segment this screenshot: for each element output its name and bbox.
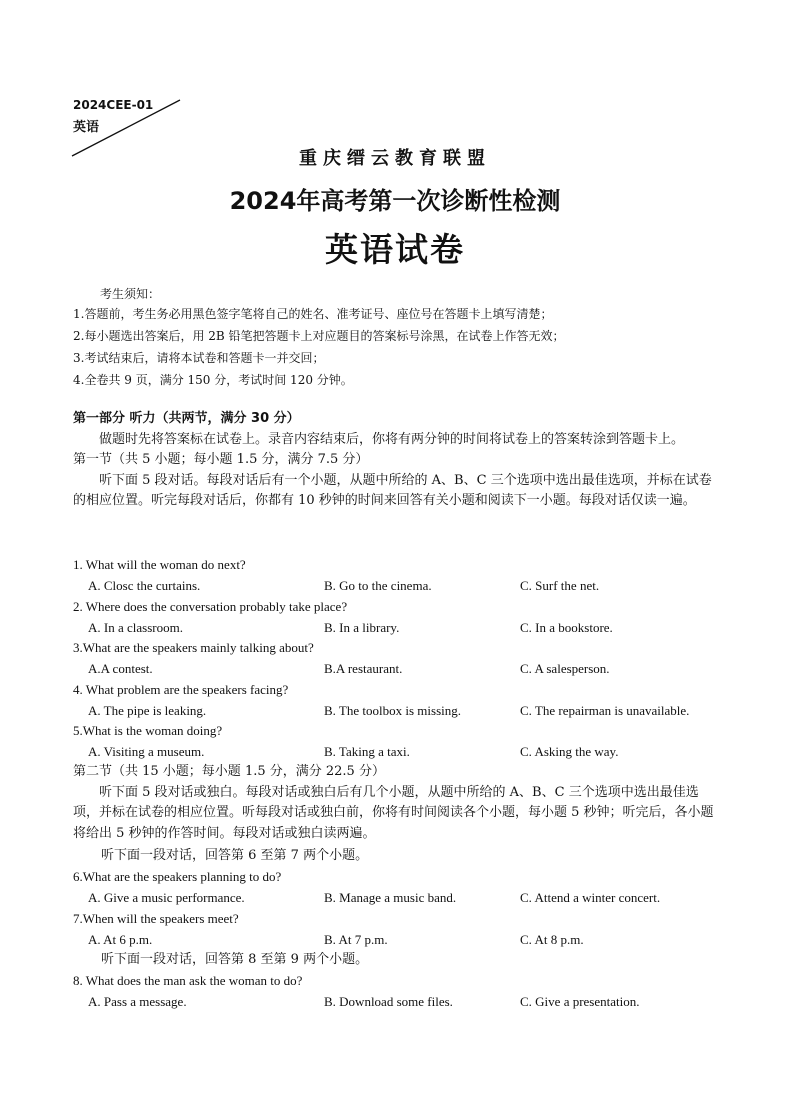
option-c: C. In a bookstore. (520, 620, 613, 635)
option-c: C. The repairman is unavailable. (520, 703, 690, 718)
question-6: 6.What are the speakers planning to do? (73, 869, 282, 884)
option-a: A. Closc the curtains. (88, 578, 201, 593)
dialog-instruction: 听下面一段对话，回答第 6 至第 7 两个小题。 (101, 848, 369, 863)
option-c: C. Asking the way. (520, 744, 619, 759)
dialog-instruction: 听下面一段对话，回答第 8 至第 9 两个小题。 (101, 952, 369, 967)
option-b: B. Taking a taxi. (324, 744, 410, 759)
question-3: 3.What are the speakers mainly talking about? (73, 640, 314, 655)
option-c: C. Give a presentation. (520, 994, 640, 1009)
question-5: 5.What is the woman doing? (73, 723, 223, 738)
paper-title: 英语试卷 (325, 230, 465, 269)
option-c: C. At 8 p.m. (520, 932, 584, 947)
notice-item: 3.考试结束后，请将本试卷和答题卡一并交回； (73, 351, 325, 365)
option-b: B. Download some files. (324, 994, 453, 1009)
notice-item: 2.每小题选出答案后，用 2B 铅笔把答题卡上对应题目的答案标号涂黑，在试卷上作答无效； (73, 329, 565, 343)
option-a: A. At 6 p.m. (88, 932, 153, 947)
option-b: B. Go to the cinema. (324, 578, 432, 593)
exam-title: 2024年高考第一次诊断性检测 (229, 187, 561, 215)
section1-title: 第一节（共 5 小题；每小题 1.5 分，满分 7.5 分） (73, 452, 369, 467)
organization-title: 重庆缙云教育联盟 (299, 148, 491, 169)
paper-code: 2024CEE-01 (73, 98, 154, 112)
option-b: B. In a library. (324, 620, 400, 635)
option-b: B.A restaurant. (324, 661, 403, 676)
option-a: A. Visiting a museum. (88, 744, 205, 759)
part1-block (73, 409, 723, 512)
question-7: 7.When will the speakers meet? (73, 911, 239, 926)
section1-instructions: 听下面 5 段对话。每段对话后有一个小题，从题中所给的 A、B、C 三个选项中选出最佳选项，并标在试卷的相应位置。听完每段对话后，你都有 10 秒钟的时间来回答有关小题和阅读下一小题。每段对话仅读一遍。 (73, 472, 712, 508)
section2-block (73, 762, 723, 844)
part1-title: 第一部分 听力（共两节，满分 30 分） (73, 411, 300, 426)
notice-item: 4.全卷共 9 页，满分 150 分，考试时间 120 分钟。 (73, 373, 353, 387)
option-a: A. Give a music performance. (88, 890, 245, 905)
question-1: 1. What will the woman do next? (73, 557, 246, 572)
notice-item: 1.答题前，考生务必用黑色签字笔将自己的姓名、准考证号、座位号在答题卡上填写清楚； (73, 307, 553, 321)
option-c: C. Surf the net. (520, 578, 600, 593)
option-a: A. Pass a message. (88, 994, 187, 1009)
option-c: C. A salesperson. (520, 661, 610, 676)
option-a: A.A contest. (88, 661, 153, 676)
question-2: 2. Where does the conversation probably take place? (73, 599, 348, 614)
option-a: A. In a classroom. (88, 620, 183, 635)
option-b: B. At 7 p.m. (324, 932, 388, 947)
notice-heading: 考生须知： (100, 287, 161, 301)
part1-intro: 做题时先将答案标在试卷上。录音内容结束后，你将有两分钟的时间将试卷上的答案转涂到答题卡上。 (99, 431, 685, 447)
option-b: B. The toolbox is missing. (324, 703, 461, 718)
question-4: 4. What problem are the speakers facing? (73, 682, 289, 697)
section2-title: 第二节（共 15 小题；每小题 1.5 分，满分 22.5 分） (73, 764, 385, 779)
option-a: A. The pipe is leaking. (88, 703, 207, 718)
option-b: B. Manage a music band. (324, 890, 457, 905)
option-c: C. Attend a winter concert. (520, 890, 661, 905)
section2-instructions: 听下面 5 段对话或独白。每段对话或独白后有几个小题，从题中所给的 A、B、C 三个选项中选出最佳选项，并标在试卷的相应位置。听每段对话或独白前，你将有时间阅读各个小题，每小题 5 秒钟；听完后，各小题将给出 5 秒钟的作答时间。每段对话或独白读两遍。 (73, 784, 714, 841)
subject-label: 英语 (73, 120, 100, 135)
question-8: 8. What does the man ask the woman to do? (73, 973, 303, 988)
